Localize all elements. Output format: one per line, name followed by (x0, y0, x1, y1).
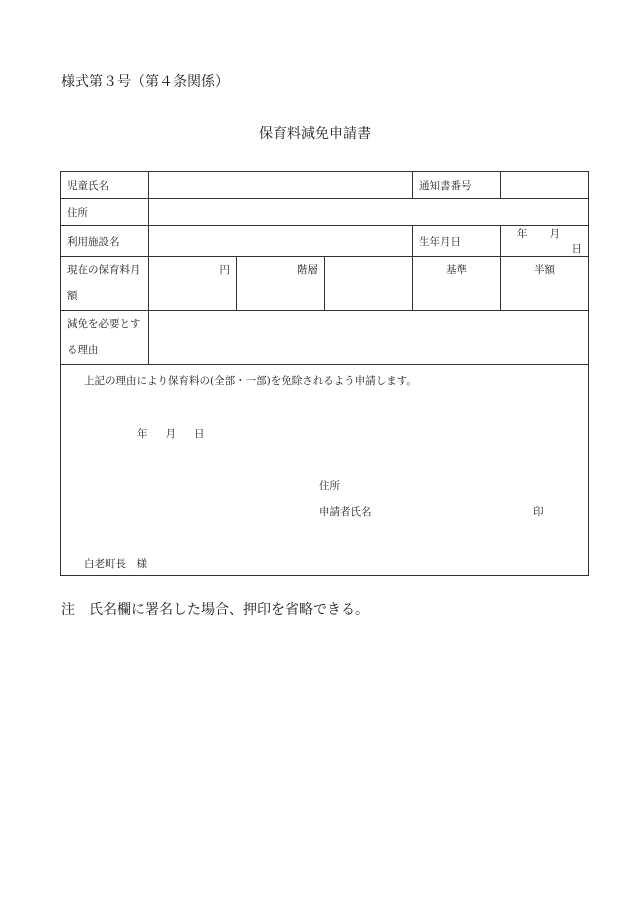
current-fee-yen-field[interactable] (149, 257, 237, 311)
birthdate-day: 日 (571, 243, 583, 255)
reason-field[interactable] (149, 311, 589, 365)
declaration-section (61, 365, 589, 576)
addressee: 白老町長 様 (84, 558, 147, 570)
birthdate-field[interactable] (501, 226, 589, 257)
facility-field[interactable] (149, 226, 413, 257)
birthdate-year: 年 (517, 228, 528, 240)
address-label: 住所 (61, 199, 149, 226)
notice-number-field[interactable] (501, 172, 589, 199)
facility-label: 利用施設名 (61, 226, 149, 257)
notice-number-label: 通知書番号 (413, 172, 501, 199)
applicant-name-label: 申請者氏名 (319, 506, 372, 518)
seal-mark: 印 (533, 506, 544, 518)
half-cell[interactable] (501, 257, 589, 311)
birthdate-month: 月 (549, 228, 561, 240)
current-fee-tier-field[interactable] (237, 257, 325, 311)
standard-label: 基準 (446, 264, 468, 276)
document-title: 保育料減免申請書 (259, 126, 371, 142)
current-fee-label: 現在の保育料月額 (61, 257, 149, 311)
yen-unit: 円 (219, 264, 230, 276)
address-field[interactable] (149, 199, 589, 226)
birthdate-label: 生年月日 (413, 226, 501, 257)
form-number: 様式第３号（第４条関係） (61, 74, 229, 90)
applicant-address-label: 住所 (319, 480, 340, 492)
declaration-text: 上記の理由により保育料の(全部・一部)を免除されるよう申請します。 (84, 375, 417, 387)
footer-note: 注 氏名欄に署名した場合、押印を省略できる。 (61, 602, 369, 618)
tier-unit: 階層 (297, 264, 318, 276)
child-name-field[interactable] (149, 172, 413, 199)
half-label: 半額 (534, 264, 556, 276)
reason-label: 減免を必要とする理由 (61, 311, 149, 365)
application-day: 日 (194, 428, 205, 440)
child-name-label: 児童氏名 (61, 172, 149, 199)
application-month: 月 (165, 428, 176, 440)
application-year: 年 (137, 428, 148, 440)
application-form-table (60, 171, 589, 576)
current-fee-blank-cell[interactable] (325, 257, 413, 311)
application-date[interactable] (137, 426, 205, 441)
standard-cell[interactable] (413, 257, 501, 311)
